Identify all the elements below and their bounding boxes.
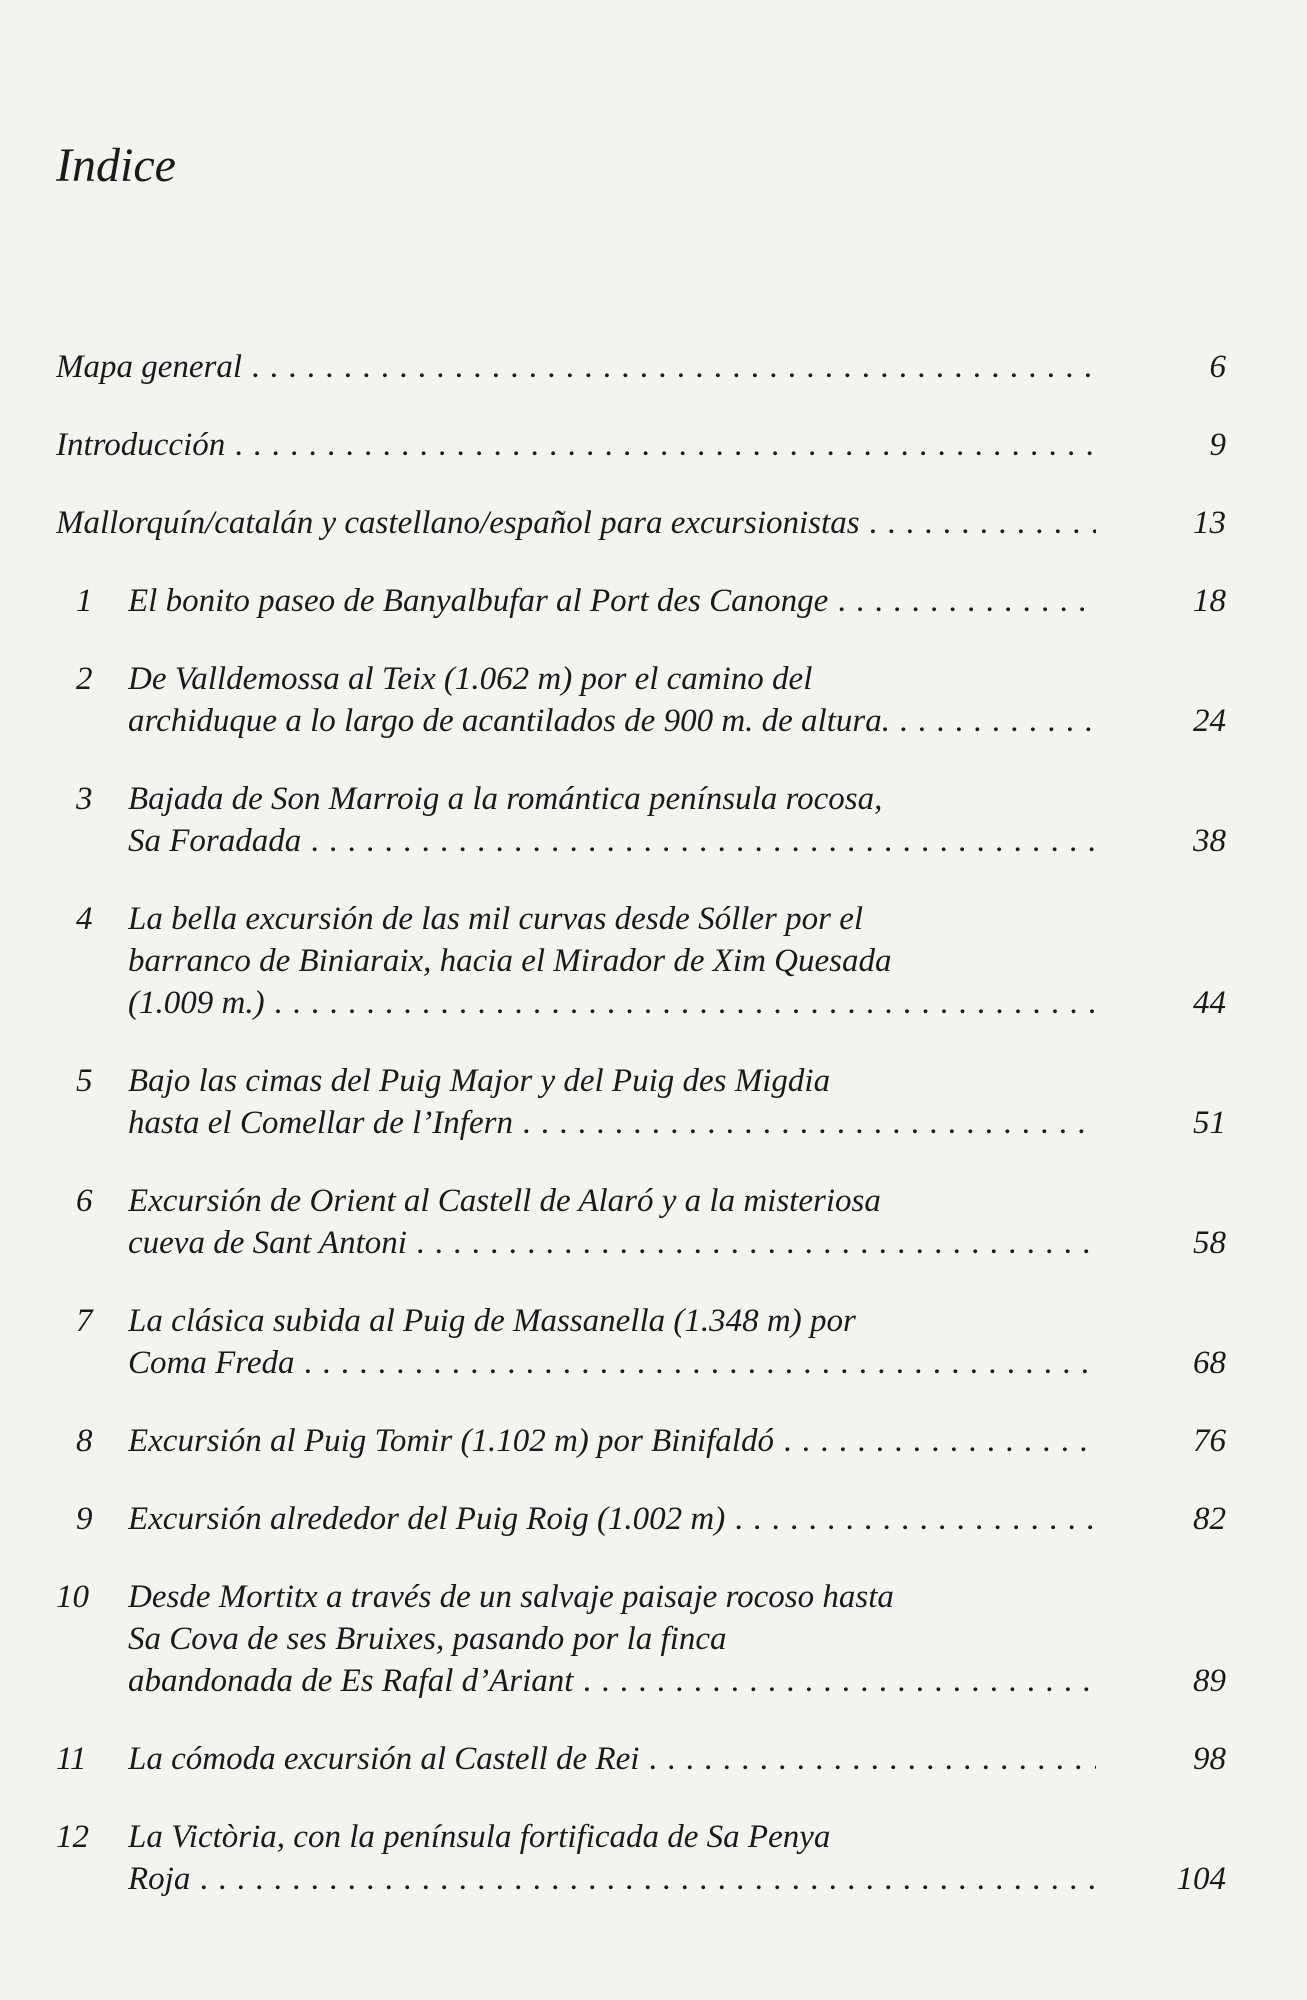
toc-entry-title-line: hasta el Comellar de l’Infern . . .: [128, 1102, 1096, 1144]
toc-entry-title: [56, 502, 1096, 544]
toc-entry-number: 2: [76, 661, 93, 697]
toc-entry-title-line: Sa Cova de ses Bruixes, pasando por la finca: [128, 1621, 727, 1657]
toc-page-number: 76: [1193, 1423, 1226, 1459]
toc-entry-title: [128, 1498, 1096, 1540]
toc-page-number: 68: [1193, 1345, 1226, 1381]
toc-page-number: 51: [1193, 1105, 1226, 1141]
toc-entry-title-line: archiduque a lo largo de acantilados de 900 m. de altura. . . .: [128, 700, 1096, 742]
toc-entry-title-line: La cómoda excursión al Castell de Rei . . .: [128, 1738, 1096, 1780]
toc-entry[interactable]: [56, 778, 1226, 862]
toc-entry-title-line: Coma Freda . . .: [128, 1342, 1096, 1384]
toc-entry-title-line: La Victòria, con la península fortificada de Sa Penya: [128, 1819, 831, 1855]
toc-entry-title-line: Introducción . . .: [56, 424, 1096, 466]
toc-entry[interactable]: [56, 424, 1226, 466]
toc-entry[interactable]: [56, 658, 1226, 742]
toc-entry-title: [128, 658, 1096, 742]
toc-page-number: 89: [1193, 1663, 1226, 1699]
toc-entry-title: [128, 1180, 1096, 1264]
toc-entry[interactable]: [56, 898, 1226, 1024]
toc-entry-title-line: Sa Foradada . . .: [128, 820, 1096, 862]
toc-entry-number: 3: [76, 781, 93, 817]
page-title: Indice: [56, 139, 176, 192]
toc-entry[interactable]: [56, 1060, 1226, 1144]
toc-entry-title: [56, 424, 1096, 466]
toc-entry[interactable]: [56, 1420, 1226, 1462]
toc-entry-title: [128, 1576, 1096, 1702]
toc-entry-title-line: Bajo las cimas del Puig Major y del Puig des Migdia: [128, 1063, 831, 1099]
toc-entry[interactable]: [56, 502, 1226, 544]
toc-entry[interactable]: [56, 1576, 1226, 1702]
toc-entry-title-line: La clásica subida al Puig de Massanella (1.348 m) por: [128, 1303, 856, 1339]
toc-page-number: 9: [1209, 427, 1226, 463]
toc-entry[interactable]: [56, 346, 1226, 388]
toc-entry-title: [128, 1420, 1096, 1462]
toc-entry-title-line: De Valldemossa al Teix (1.062 m) por el camino del: [128, 661, 813, 697]
toc-entry-title-line: abandonada de Es Rafal d’Ariant . . .: [128, 1660, 1096, 1702]
toc-entry-title: [56, 346, 1096, 388]
toc-entry-title-line: Desde Mortitx a través de un salvaje paisaje rocoso hasta: [128, 1579, 894, 1615]
toc-page-number: 44: [1193, 985, 1226, 1021]
toc-page-number: 38: [1193, 823, 1226, 859]
toc-page-number: 104: [1176, 1861, 1226, 1897]
toc-entry[interactable]: [56, 1300, 1226, 1384]
toc-entry-number: 4: [76, 901, 93, 937]
toc-entry[interactable]: [56, 1816, 1226, 1900]
toc-entry-title-line: (1.009 m.) . . .: [128, 982, 1096, 1024]
toc-entry-title-line: barranco de Biniaraix, hacia el Mirador de Xim Quesada: [128, 943, 892, 979]
toc-entry-title: [128, 1060, 1096, 1144]
toc-entry-title: [128, 580, 1096, 622]
toc-entry-title: [128, 898, 1096, 1024]
toc-entry-title-line: Roja . . .: [128, 1858, 1096, 1900]
toc-entry-number: 1: [76, 583, 93, 619]
toc-entry-number: 7: [76, 1303, 93, 1339]
toc-entry-title-line: Excursión alrededor del Puig Roig (1.002 m) . . .: [128, 1498, 1096, 1540]
table-of-contents: [56, 346, 1226, 1936]
toc-entry-number: 11: [56, 1741, 87, 1777]
toc-entry-number: 10: [56, 1579, 89, 1615]
toc-entry[interactable]: [56, 580, 1226, 622]
toc-entry-title-line: Mallorquín/catalán y castellano/español para excursionistas . . .: [56, 502, 1096, 544]
toc-page-number: 18: [1193, 583, 1226, 619]
toc-entry[interactable]: [56, 1498, 1226, 1540]
toc-entry-title: [128, 1300, 1096, 1384]
toc-entry-title-line: Excursión al Puig Tomir (1.102 m) por Binifaldó . . .: [128, 1420, 1096, 1462]
toc-entry-number: 6: [76, 1183, 93, 1219]
toc-entry-title-line: Mapa general . . .: [56, 346, 1096, 388]
toc-page-number: 6: [1209, 349, 1226, 385]
toc-entry-number: 12: [56, 1819, 89, 1855]
toc-entry-title-line: cueva de Sant Antoni . . .: [128, 1222, 1096, 1264]
toc-entry-title-line: Bajada de Son Marroig a la romántica península rocosa,: [128, 781, 883, 817]
toc-entry-number: 9: [76, 1501, 93, 1537]
toc-page-number: 13: [1193, 505, 1226, 541]
toc-entry-title-line: El bonito paseo de Banyalbufar al Port des Canonge . . .: [128, 580, 1096, 622]
toc-entry[interactable]: [56, 1180, 1226, 1264]
toc-page-number: 58: [1193, 1225, 1226, 1261]
toc-page-number: 24: [1193, 703, 1226, 739]
toc-entry-title-line: La bella excursión de las mil curvas desde Sóller por el: [128, 901, 864, 937]
toc-entry-title: [128, 1738, 1096, 1780]
toc-entry-title-line: Excursión de Orient al Castell de Alaró y a la misteriosa: [128, 1183, 881, 1219]
toc-entry-number: 5: [76, 1063, 93, 1099]
toc-entry-title: [128, 778, 1096, 862]
toc-entry[interactable]: [56, 1738, 1226, 1780]
toc-entry-number: 8: [76, 1423, 93, 1459]
toc-entry-title: [128, 1816, 1096, 1900]
toc-page-number: 82: [1193, 1501, 1226, 1537]
toc-page-number: 98: [1193, 1741, 1226, 1777]
